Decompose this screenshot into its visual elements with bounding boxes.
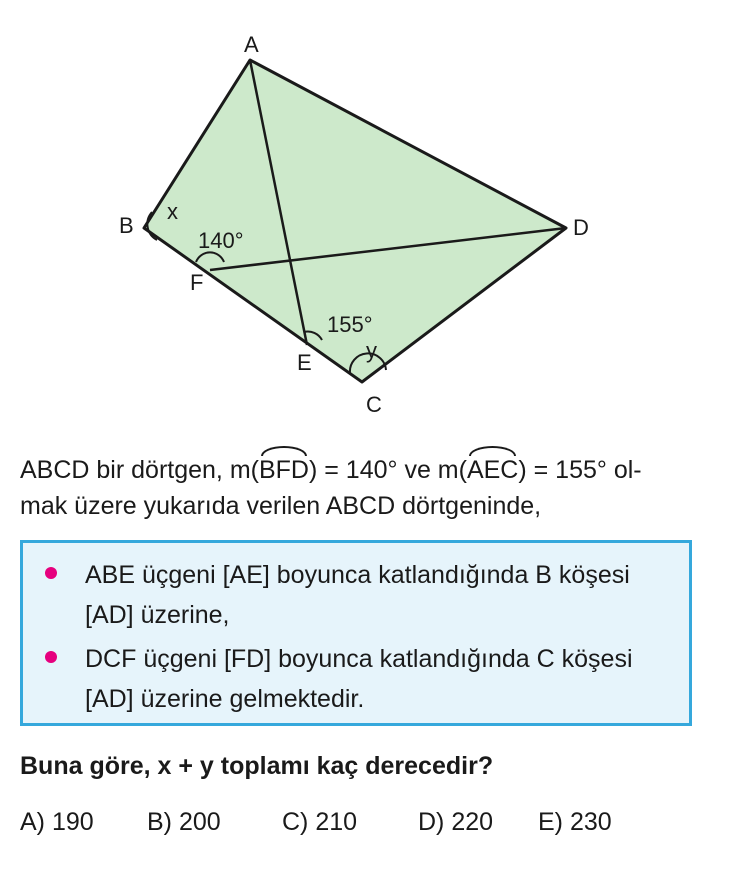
vertex-label-d: D	[573, 215, 589, 240]
stem-text-part3: ) = 155° ol-	[518, 456, 642, 484]
stem-text-part1: ABCD bir dörtgen, m(	[20, 456, 259, 484]
option-a[interactable]: A) 190	[20, 808, 94, 836]
angle-label-y: y	[366, 338, 377, 363]
bullet-icon	[45, 651, 57, 663]
problem-statement-line1	[20, 446, 710, 490]
quadrilateral-figure	[0, 0, 730, 430]
option-b[interactable]: B) 200	[147, 808, 221, 836]
vertex-label-b: B	[119, 213, 134, 238]
vertex-label-e: E	[297, 350, 312, 375]
arc-bfd: BFD	[259, 446, 309, 490]
info-item-1-line1: ABE üçgeni [AE] boyunca katlandığında B köşesi	[85, 561, 630, 589]
vertex-label-f: F	[190, 270, 204, 295]
info-item-1-line2: [AD] üzerine,	[85, 601, 230, 629]
angle-label-x: x	[167, 199, 178, 224]
stem-text-part2: ) = 140° ve m(	[308, 456, 467, 484]
vertex-label-a: A	[244, 32, 259, 57]
info-item-2-line2: [AD] üzerine gelmektedir.	[85, 685, 365, 713]
option-d[interactable]: D) 220	[418, 808, 494, 836]
arc-aec: AEC	[467, 446, 518, 490]
info-box	[20, 540, 692, 726]
vertex-label-c: C	[366, 392, 382, 417]
question-text: Buna göre, x + y toplamı kaç derecedir?	[20, 752, 494, 780]
option-e[interactable]: E) 230	[538, 808, 612, 836]
option-c[interactable]: C) 210	[282, 808, 358, 836]
info-item-2-line1: DCF üçgeni [FD] boyunca katlandığında C köşesi	[85, 645, 633, 673]
angle-label-bfd: 140°	[198, 228, 244, 253]
problem-statement-line2: mak üzere yukarıda verilen ABCD dörtgeninde,	[20, 492, 542, 520]
angle-label-aec: 155°	[327, 312, 373, 337]
bullet-icon	[45, 567, 57, 579]
